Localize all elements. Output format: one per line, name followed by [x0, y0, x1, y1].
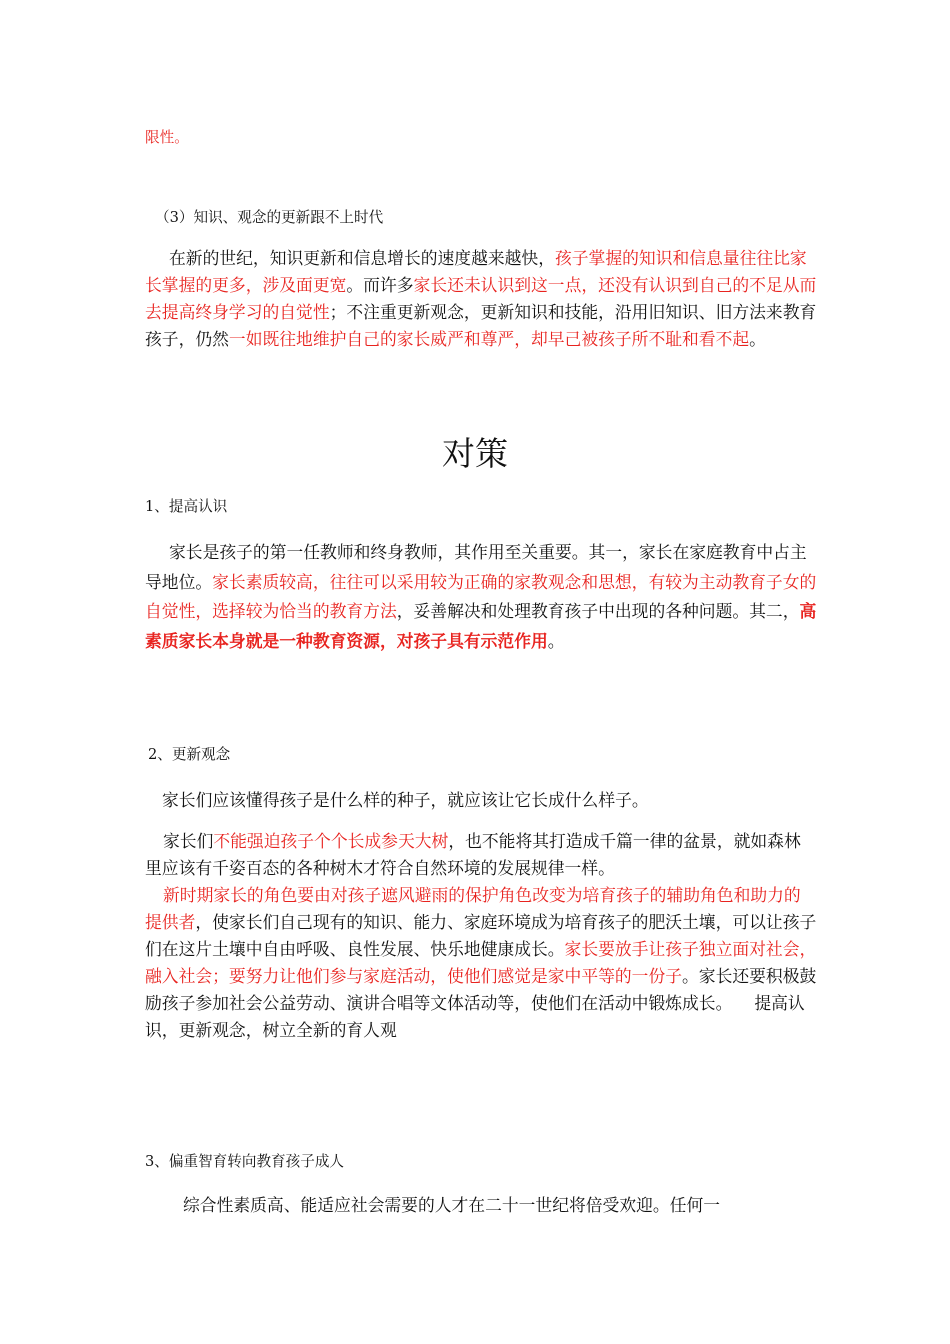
paragraph-continuation [145, 128, 817, 148]
highlight-run: 一如既往地维护自己的家长威严和尊严，却早己被孩子所不耻和看不起 [228, 329, 750, 349]
text-run: ，使家长们自己现有的知识、能力、家庭环境成为培育孩子的肥沃土壤，可以让孩子们在这片土壤中自由呼吸、良性发展、快乐地健康成长。 [145, 912, 817, 959]
highlight-run: 家长素质较高，往往可以采用较为正确的家教观念和思想，有较为主动教育子女的自觉性，选择较为恰当的教育方法 [145, 571, 817, 621]
text-run: 家长们 [163, 831, 214, 851]
paragraph-comprehensive: 综合性素质高、能适应社会需要的人才在二十一世纪将倍受欢迎。任何一 [183, 1195, 721, 1215]
bold-highlight-run: 高素质家长本身就是一种教育资源，对孩子具有示范作用 [145, 601, 817, 651]
text-run: 在新的世纪，知识更新和信息增长的速度越来越快， [169, 248, 555, 268]
text-run: 。家长还要积极鼓励孩子参加社会公益劳动、演讲合唱等文体活动等，使他们在活动中锻炼成长。 [145, 966, 817, 1013]
paragraph-seed: 家长们应该懂得孩子是什么样的种子，就应该让它长成什么样子。 [162, 790, 649, 810]
paragraph-update-concepts [145, 828, 817, 1044]
text-run: 家长是孩子的第一任教师和终身教师，其作用至关重要。其一，家长在家庭教育中占主导地位。 [145, 542, 807, 592]
heading-1: 1、提高认识 [145, 498, 228, 515]
text-run: ；不注重更新观念，更新知识和技能，沿用旧知识、旧方法来教育孩子，仍然 [145, 302, 817, 349]
paragraph-raise-awareness [145, 538, 817, 656]
text-run: 。而许多 [346, 275, 414, 295]
highlight-run: 孩子掌握的知识和信息量往往比家长掌握的更多，涉及面更宽 [145, 248, 807, 295]
text-run: 。 [547, 630, 565, 651]
heading-2: 2、更新观念 [148, 746, 231, 763]
text-run: 提高认识，更新观念，树立全新的育人观 [145, 993, 805, 1040]
text-run: ，也不能将其打造成千篇一律的盆景，就如森林里应该有千姿百态的各种树木才符合自然环境的发展规律一样。 [145, 831, 801, 878]
highlight-run: 家长还未认识到这一点，还没有认识到自己的不足从而去提高终身学习的自觉性 [145, 275, 817, 322]
highlight-run: 家长要放手让孩子独立面对社会，融入社会；要努力让他们参与家庭活动，使他们感觉是家中平等的一份子 [145, 939, 817, 986]
highlight-run: 新时期家长的角色要由对孩子遮风避雨的保护角色改变为培育孩子的辅助角色和助力的提供者 [145, 885, 801, 932]
heading-3: 3、偏重智育转向教育孩子成人 [145, 1153, 345, 1170]
highlight-run: 不能强迫孩子个个长成参天大树 [213, 831, 449, 851]
text-run: 。 [749, 329, 766, 349]
text-run: 限性。 [145, 129, 189, 146]
paragraph-knowledge-update [145, 245, 817, 353]
text-run: ，妥善解决和处理教育孩子中出现的各种问题。其二， [396, 601, 800, 621]
page-title: 对策 [442, 434, 508, 473]
section-heading-3: （3）知识、观念的更新跟不上时代 [155, 209, 384, 226]
